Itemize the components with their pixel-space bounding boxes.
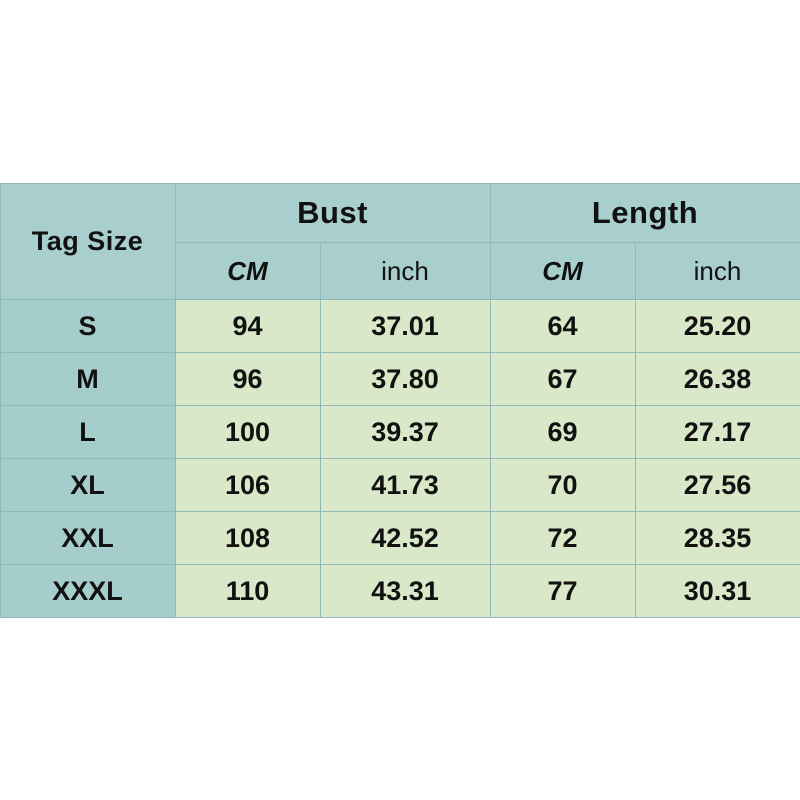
size-chart-table [0,183,800,618]
cell-length-inch: 27.17 [635,406,800,459]
cell-bust-inch: 37.01 [320,300,490,353]
column-header-length-inch: inch [635,243,800,300]
cell-length-cm: 64 [490,300,635,353]
cell-bust-inch: 43.31 [320,565,490,618]
table-header [0,184,800,300]
cell-length-inch: 30.31 [635,565,800,618]
cell-length-cm: 70 [490,459,635,512]
table-row [0,300,800,353]
cell-bust-cm: 110 [175,565,320,618]
cell-length-inch: 26.38 [635,353,800,406]
cell-size: XXXL [0,565,175,618]
column-group-header-length: Length [490,184,800,243]
cell-size: S [0,300,175,353]
cell-bust-inch: 41.73 [320,459,490,512]
cell-length-cm: 67 [490,353,635,406]
cell-length-inch: 28.35 [635,512,800,565]
column-header-length-cm: CM [490,243,635,300]
table-row [0,512,800,565]
cell-bust-cm: 96 [175,353,320,406]
column-header-bust-inch: inch [320,243,490,300]
cell-bust-inch: 39.37 [320,406,490,459]
column-header-tag-size: Tag Size [0,184,175,300]
cell-bust-inch: 42.52 [320,512,490,565]
cell-bust-cm: 108 [175,512,320,565]
cell-length-cm: 69 [490,406,635,459]
cell-length-cm: 72 [490,512,635,565]
cell-bust-cm: 100 [175,406,320,459]
table-row [0,565,800,618]
cell-bust-cm: 106 [175,459,320,512]
cell-size: M [0,353,175,406]
column-group-header-bust: Bust [175,184,490,243]
column-header-bust-cm: CM [175,243,320,300]
cell-bust-cm: 94 [175,300,320,353]
cell-length-inch: 25.20 [635,300,800,353]
cell-length-cm: 77 [490,565,635,618]
table-body [0,300,800,618]
cell-size: XL [0,459,175,512]
size-chart-band [0,183,800,618]
table-row [0,406,800,459]
cell-size: XXL [0,512,175,565]
cell-length-inch: 27.56 [635,459,800,512]
cell-size: L [0,406,175,459]
table-row [0,459,800,512]
cell-bust-inch: 37.80 [320,353,490,406]
table-row [0,353,800,406]
table-group-header-row [0,184,800,243]
